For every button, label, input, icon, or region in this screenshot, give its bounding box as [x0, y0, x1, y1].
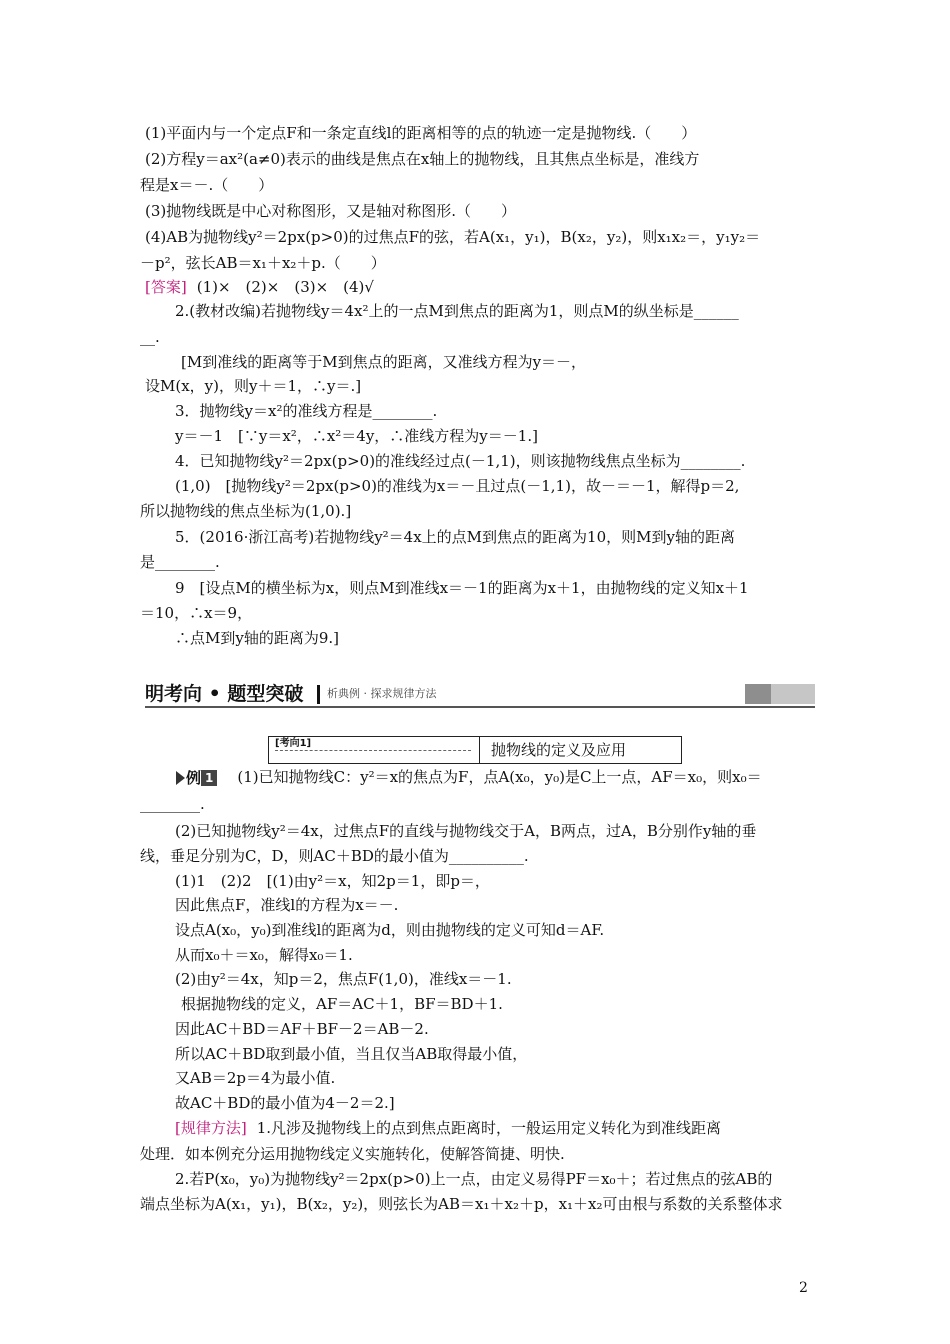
section-banner [145, 682, 815, 706]
example-label: 例 [186, 768, 202, 787]
example-solution-10: 故AC＋BD的最小值为4－2＝2.] [175, 1094, 395, 1112]
section-rule [145, 706, 815, 708]
judge-item-4: (4)AB为抛物线y²＝2px(p>0)的过焦点F的弦，若A(x₁，y₁)，B(x₂，y₂)，则x₁x₂＝，y₁y₂＝ [145, 228, 761, 246]
example-solution-5: (2)由y²＝4x，知p＝2，焦点F(1,0)，准线x＝－1. [175, 970, 512, 988]
solution-4-line-2: 所以抛物线的焦点坐标为(1,0).] [140, 502, 352, 520]
method-line-3: 2.若P(x₀，y₀)为抛物线y²＝2px(p>0)上一点，由定义易得PF＝x₀＋；若过焦点的弦AB的 [175, 1170, 773, 1188]
question-4: 4．已知抛物线y²＝2px(p>0)的准线经过点(－1,1)，则该抛物线焦点坐标为________. [175, 452, 746, 470]
topic-title: 抛物线的定义及应用 [491, 741, 627, 759]
example-solution-9: 又AB＝2p＝4为最小值. [175, 1069, 336, 1087]
section-decoration-bar [745, 684, 815, 704]
section-decoration-block [745, 684, 771, 704]
judge-item-2-cont: 程是x＝－.（ ） [140, 176, 274, 194]
judge-item-3: (3)抛物线既是中心对称图形，又是轴对称图形.（ ） [145, 202, 517, 220]
answer-tag: [答案] [145, 278, 187, 296]
answer-line [145, 277, 374, 297]
question-3: 3．抛物线y＝x²的准线方程是________. [175, 402, 438, 420]
example-number: 1 [201, 770, 217, 786]
example-1-text: (1)已知抛物线C：y²＝x的焦点为F，点A(x₀，y₀)是C上一点，AF＝x₀，则x₀＝ [237, 768, 762, 786]
example-solution-4: 从而x₀＋＝x₀，解得x₀＝1. [175, 946, 353, 964]
method-line-2: 处理．如本例充分运用抛物线定义实施转化，使解答简捷、明快. [140, 1145, 565, 1163]
page-number: 2 [799, 1280, 808, 1296]
judge-item-4-cont: －p²，弦长AB＝x₁＋x₂＋p.（ ） [140, 254, 386, 272]
example-1-part-2-cont: 线，垂足分别为C，D，则AC＋BD的最小值为__________. [140, 847, 529, 865]
solution-3: y＝－1 [∵y＝x²，∴x²＝4y，∴准线方程为y＝－1.] [175, 427, 538, 445]
method-tag: [规律方法] [175, 1119, 247, 1137]
example-solution-6: 根据抛物线的定义，AF＝AC＋1，BF＝BD＋1. [181, 995, 503, 1013]
solution-2-line-1: [M到准线的距离等于M到焦点的距离，又准线方程为y＝－， [181, 353, 587, 371]
section-divider [317, 685, 320, 704]
solution-5-line-1: 9 [设点M的横坐标为x，则点M到准线x＝－1的距离为x＋1，由抛物线的定义知x＋1 [175, 579, 749, 597]
example-solution-1: (1)1 (2)2 [(1)由y²＝x，知2p＝1，即p＝， [175, 872, 490, 890]
solution-5-line-3: ∴点M到y轴的距离为9.] [175, 629, 339, 647]
example-solution-8: 所以AC＋BD取到最小值，当且仅当AB取得最小值， [175, 1045, 528, 1063]
question-5: 5．(2016·浙江高考)若抛物线y²＝4x上的点M到焦点的距离为10，则M到y轴的距离 [175, 528, 735, 546]
topic-box [268, 736, 682, 764]
example-badge [176, 767, 217, 788]
example-solution-3: 设点A(x₀，y₀)到准线l的距离为d，则由抛物线的定义可知d＝AF. [175, 921, 605, 939]
topic-box-left [269, 737, 480, 763]
method-text-1: 1.凡涉及抛物线上的点到焦点距离时，一般运用定义转化为到准线距离 [256, 1119, 722, 1137]
example-solution-7: 因此AC＋BD＝AF＋BF－2＝AB－2. [175, 1020, 429, 1038]
section-subtitle: 析典例 · 探求规律方法 [327, 687, 437, 700]
answer-text: (1)× (2)× (3)× (4)√ [196, 278, 374, 296]
triangle-icon [176, 771, 185, 785]
method-line-4: 端点坐标为A(x₁，y₁)，B(x₂，y₂)，则弦长为AB＝x₁＋x₂＋p，x₁＋x₂可由根与系数的关系整体求 [140, 1195, 783, 1213]
solution-4-line-1: (1,0) [抛物线y²＝2px(p>0)的准线为x＝－且过点(－1,1)，故－＝－1，解得p＝2, [175, 477, 740, 495]
question-5-cont: 是________. [140, 553, 220, 571]
question-2: 2.(教材改编)若抛物线y＝4x²上的一点M到焦点的距离为1，则点M的纵坐标是______ [175, 302, 739, 320]
section-title: 明考向 • 题型突破 [145, 683, 304, 705]
example-1-line-1 [176, 767, 762, 789]
solution-2-line-2: 设M(x，y)，则y＋＝1，∴y＝.] [145, 377, 362, 395]
topic-dash-line [275, 750, 471, 751]
example-1-part-2: (2)已知抛物线y²＝4x，过焦点F的直线与抛物线交于A，B两点，过A，B分别作y轴的垂 [175, 822, 757, 840]
judge-item-1: (1)平面内与一个定点F和一条定直线l的距离相等的点的轨迹一定是抛物线.（ ） [145, 124, 697, 142]
method-line-1 [175, 1118, 721, 1138]
example-1-blank: ________. [140, 795, 205, 813]
topic-tag: [考向1] [275, 738, 312, 749]
example-solution-2: 因此焦点F，准线l的方程为x＝－. [175, 896, 399, 914]
solution-5-line-2: ＝10，∴x＝9， [140, 604, 253, 622]
judge-item-2: (2)方程y＝ax²(a≠0)表示的曲线是焦点在x轴上的抛物线，且其焦点坐标是，准线方 [145, 150, 700, 168]
question-2-blank: __. [140, 328, 160, 346]
